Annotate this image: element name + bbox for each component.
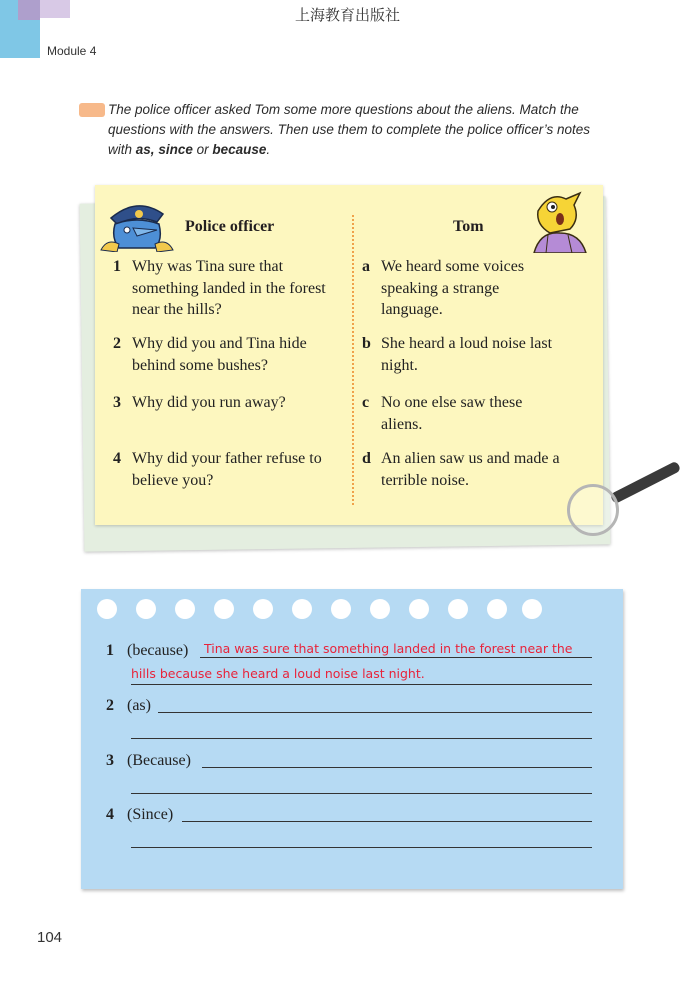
answer-item (362, 448, 592, 491)
answer-item (362, 333, 592, 376)
note-prompt: (because) (127, 642, 189, 659)
police-officer-illustration (97, 190, 177, 252)
instruction-line: The police officer asked Tom some more questions about the aliens. Match the (108, 102, 579, 117)
question-item (113, 256, 353, 321)
question-item (113, 392, 353, 414)
answer-letter: b (362, 335, 371, 352)
question-number: 3 (113, 394, 121, 411)
right-column-heading: Tom (453, 218, 484, 235)
question-line: believe you? (132, 471, 214, 489)
keyword-as: as, (135, 142, 155, 157)
answer-line[interactable] (202, 767, 592, 768)
answer-line: language. (381, 301, 443, 318)
answer-letter: d (362, 450, 371, 467)
binder-hole (522, 599, 542, 619)
keyword-because: because (212, 142, 267, 157)
answer-line: An alien saw us and made a (381, 450, 560, 467)
instruction-marker (79, 103, 105, 117)
question-line: Why did your father refuse to (132, 450, 322, 467)
question-item (113, 333, 353, 376)
note-number: 4 (106, 806, 114, 823)
binder-hole (214, 599, 234, 619)
instruction-line: questions with the answers. Then use them to complete the police officer’s notes (108, 122, 591, 137)
answer-line[interactable] (200, 657, 592, 658)
binder-hole (136, 599, 156, 619)
note-prompt: (as) (127, 697, 151, 714)
question-number: 4 (113, 450, 121, 467)
left-column-heading: Police officer (185, 218, 275, 235)
binder-hole (175, 599, 195, 619)
keyword-since: since (158, 142, 193, 157)
binder-hole (448, 599, 468, 619)
binder-hole (292, 599, 312, 619)
note-item (106, 697, 151, 715)
answer-line: aliens. (381, 415, 423, 433)
answer-line[interactable] (131, 847, 592, 848)
magnifier-handle (610, 461, 682, 505)
answer-line[interactable] (182, 821, 592, 822)
answer-line: She heard a loud noise last (381, 335, 553, 352)
alien-illustration (520, 189, 594, 253)
instruction-line: with as, since or because. (108, 142, 271, 157)
question-item (113, 448, 353, 491)
note-prompt: (Since) (127, 806, 174, 823)
answer-letter: c (362, 394, 370, 411)
question-line: Why did you and Tina hide (132, 335, 307, 352)
binder-hole (253, 599, 273, 619)
question-line: Why was Tina sure that (132, 258, 284, 275)
question-number: 1 (113, 258, 121, 275)
answer-item (362, 256, 592, 321)
note-number: 1 (106, 642, 114, 659)
answer-line[interactable] (131, 684, 592, 685)
question-line: near the hills? (132, 301, 222, 318)
answer-line[interactable] (158, 712, 592, 713)
note-item (106, 806, 173, 824)
question-number: 2 (113, 335, 121, 352)
answer-line[interactable] (131, 793, 592, 794)
binder-hole (97, 599, 117, 619)
answer-text: hills because she heard a loud noise last night. (131, 666, 425, 681)
question-line: something landed in the forest (132, 279, 326, 297)
answer-item (362, 392, 592, 435)
note-item (106, 752, 191, 770)
answer-text: Tina was sure that something landed in the forest near the (204, 641, 573, 656)
answer-letter: a (362, 258, 370, 275)
binder-hole (409, 599, 429, 619)
answer-line: terrible noise. (381, 471, 469, 489)
question-line: behind some bushes? (132, 356, 268, 374)
question-line: Why did you run away? (132, 394, 286, 411)
binder-hole (331, 599, 351, 619)
publisher-name: 上海教育出版社 (294, 6, 400, 24)
note-number: 2 (106, 697, 114, 714)
note-number: 3 (106, 752, 114, 769)
note-item (106, 642, 188, 660)
binder-hole (370, 599, 390, 619)
instructions (108, 100, 608, 160)
answer-line: No one else saw these (381, 394, 523, 411)
note-prompt: (Because) (127, 752, 191, 769)
answer-line: night. (381, 356, 418, 374)
answer-line[interactable] (131, 738, 592, 739)
binder-hole (487, 599, 507, 619)
answer-line: speaking a strange (381, 279, 500, 297)
magnifier-glass-icon (567, 484, 619, 536)
answer-line: We heard some voices (381, 258, 525, 275)
module-label: Module 4 (47, 44, 97, 58)
notepad (81, 589, 623, 889)
page-number: 104 (37, 929, 63, 946)
